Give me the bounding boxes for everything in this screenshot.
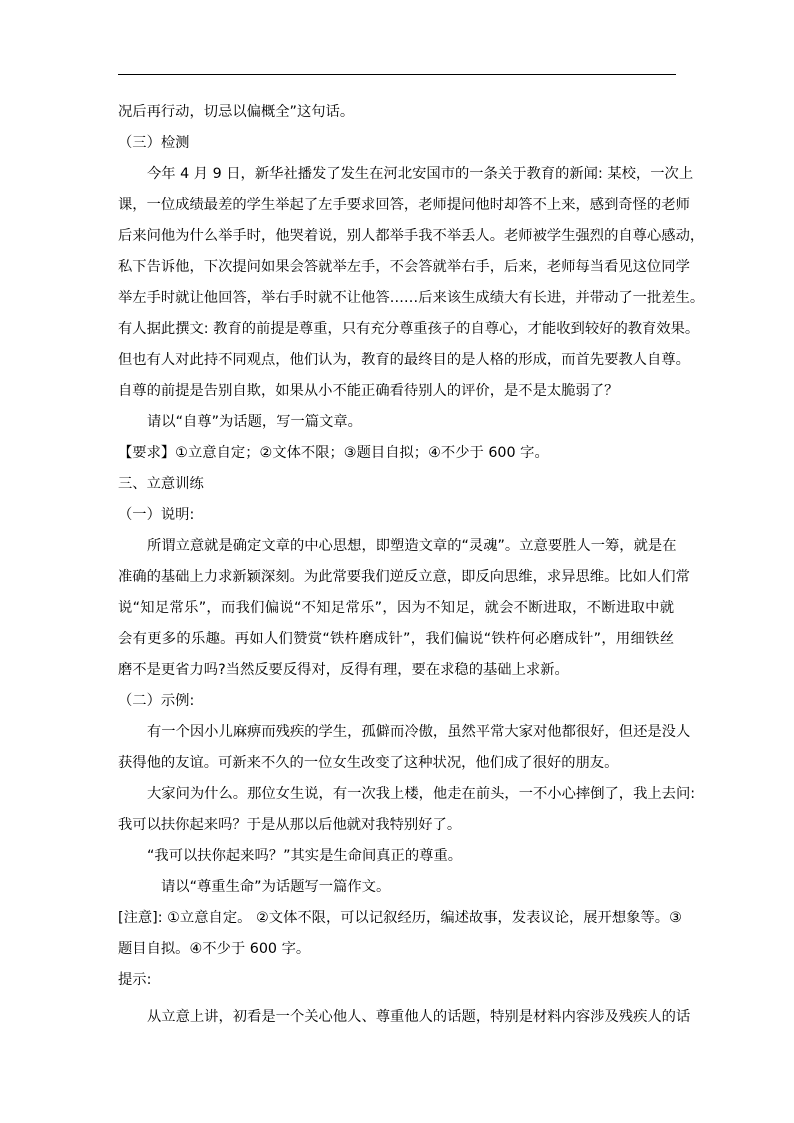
text-line: “我可以扶你起来吗？”其实是生命间真正的尊重。 (147, 848, 463, 864)
text-line: 但也有人对此持不同观点，他们认为，教育的最终目的是人格的形成，而首先要教人自尊。 (118, 352, 690, 368)
subsection-heading: （一）说明: (118, 507, 195, 523)
subsection-heading: （二）示例: (118, 693, 195, 709)
text-line: 准确的基础上力求新颖深刻。为此常要我们逆反立意，即反向思维，求异思维。比如人们常 (118, 569, 690, 585)
text-line: 获得他的友谊。可新来不久的一位女生改变了这种状况，他们成了很好的朋友。 (118, 755, 619, 771)
text-line: 有人据此撰文: 教育的前提是尊重，只有充分尊重孩子的自尊心，才能收到较好的教育效果。 (118, 321, 700, 337)
text-line: 所谓立意就是确定文章的中心思想，即塑造文章的“灵魂”。立意要胜人一筹，就是在 (147, 538, 677, 554)
text-line: 题目自拟。④不少于 600 字。 (118, 941, 311, 957)
hint-label: 提示: (118, 972, 152, 988)
text-line: 举左手时就让他回答，举右手时就不让他答……后来该生成绩大有长进，并带动了一批差生。 (118, 290, 705, 306)
text-line: 从立意上讲，初看是一个关心他人、尊重他人的话题，特别是材料内容涉及残疾人的话 (147, 1009, 691, 1025)
text-line: 自尊的前提是告别自欺，如果从小不能正确看待别人的评价，是不是太脆弱了？ (118, 383, 619, 399)
text-line: 请以“尊重生命”为话题写一篇作文。 (161, 879, 391, 895)
text-line: 磨不是更省力吗?当然反要反得对，反得有理，要在求稳的基础上求新。 (118, 662, 569, 678)
header-rule (118, 74, 676, 75)
notice-line: [注意]: ①立意自定。 ②文体不限，可以记叙经历，编述故事，发表议论，展开想象等。③ (118, 910, 682, 926)
text-line: 私下告诉他，下次提问如果会答就举左手，不会答就举右手，后来，老师每当看见这位同学 (118, 259, 690, 275)
text-line: 况后再行动，切忌以偏概全”这句话。 (118, 104, 355, 120)
text-line: 大家问为什么。那位女生说，有一次我上楼，他走在前头，一不小心摔倒了，我上去问: (147, 786, 696, 802)
text-line: 课，一位成绩最差的学生举起了左手要求回答，老师提问他时却答不上来，感到奇怪的老师 (118, 197, 690, 213)
section-heading: 三、立意训练 (118, 476, 204, 492)
text-line: 会有更多的乐趣。再如人们赞赏“铁杵磨成针”，我们偏说“铁杵何必磨成针”，用细铁丝 (118, 631, 674, 647)
text-line: 说“知足常乐”，而我们偏说“不知足常乐”，因为不知足，就会不断进取，不断进取中就 (118, 600, 674, 616)
requirement-line: 【要求】①立意自定；②文体不限；③题目自拟；④不少于 600 字。 (118, 445, 549, 461)
text-line: 我可以扶你起来吗？于是从那以后他就对我特别好了。 (118, 817, 462, 833)
text-line: 有一个因小儿麻痹而残疾的学生，孤僻而冷傲，虽然平常大家对他都很好，但还是没人 (147, 724, 691, 740)
text-line: 后来问他为什么举手时，他哭着说，别人都举手我不举丢人。老师被学生强烈的自尊心感动， (118, 228, 705, 244)
text-line: 今年 4 月 9 日，新华社播发了发生在河北安国市的一条关于教育的新闻: 某校，一次上 (147, 166, 694, 182)
text-line: 请以“自尊”为话题，写一篇文章。 (147, 414, 362, 430)
section-heading: （三）检测 (118, 135, 190, 151)
